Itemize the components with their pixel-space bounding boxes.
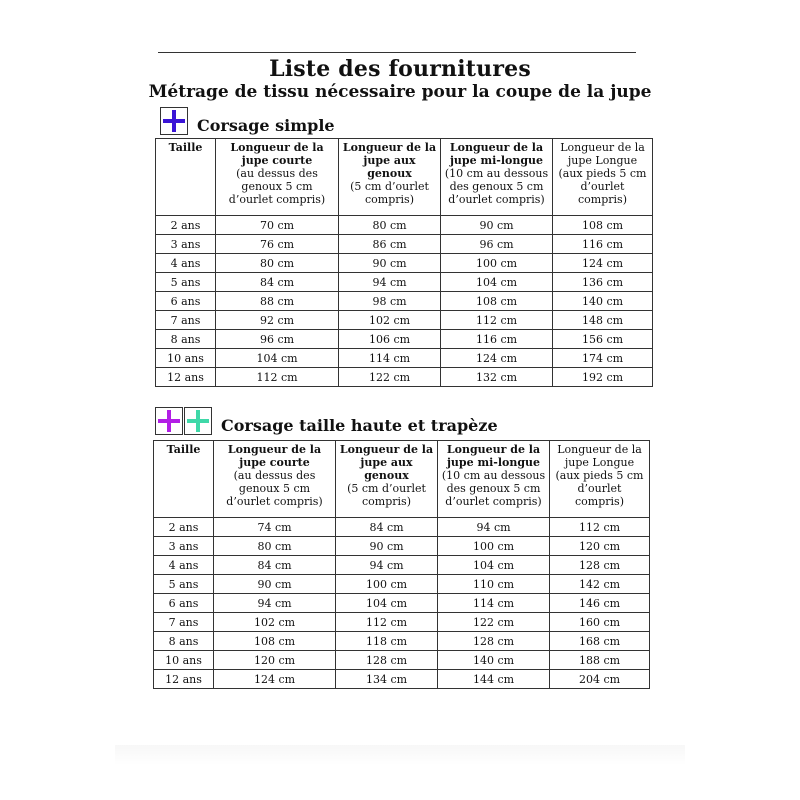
length-cell: 76 cm xyxy=(216,235,339,254)
length-cell: 92 cm xyxy=(216,311,339,330)
length-cell: 104 cm xyxy=(336,594,438,613)
length-cell: 144 cm xyxy=(438,670,550,689)
table-row xyxy=(154,651,650,670)
length-cell: 102 cm xyxy=(339,311,441,330)
plus-green-icon xyxy=(184,407,212,435)
length-cell: 80 cm xyxy=(216,254,339,273)
table-corsage-simple xyxy=(155,138,653,387)
table-row xyxy=(156,330,653,349)
column-header-longue: Longueur de la jupe Longue (aux pieds 5 cm d’ourlet compris) xyxy=(550,441,650,518)
size-cell: 4 ans xyxy=(156,254,216,273)
column-header-courte: Longueur de la jupe courte (au dessus des genoux 5 cm d’ourlet compris) xyxy=(214,441,336,518)
table-row xyxy=(154,518,650,537)
length-cell: 70 cm xyxy=(216,216,339,235)
length-cell: 94 cm xyxy=(336,556,438,575)
length-cell: 174 cm xyxy=(553,349,653,368)
length-cell: 128 cm xyxy=(336,651,438,670)
length-cell: 146 cm xyxy=(550,594,650,613)
table-corsage-taille-haute xyxy=(153,440,650,689)
length-cell: 112 cm xyxy=(336,613,438,632)
column-header-genoux: Longueur de la jupe aux genoux (5 cm d’ourlet compris) xyxy=(336,441,438,518)
size-cell: 5 ans xyxy=(154,575,214,594)
length-cell: 96 cm xyxy=(216,330,339,349)
length-cell: 84 cm xyxy=(336,518,438,537)
length-cell: 88 cm xyxy=(216,292,339,311)
length-cell: 192 cm xyxy=(553,368,653,387)
column-header-longue: Longueur de la jupe Longue (aux pieds 5 cm d’ourlet compris) xyxy=(553,139,653,216)
size-cell: 3 ans xyxy=(156,235,216,254)
length-cell: 156 cm xyxy=(553,330,653,349)
length-cell: 96 cm xyxy=(441,235,553,254)
column-header-genoux: Longueur de la jupe aux genoux (5 cm d’ourlet compris) xyxy=(339,139,441,216)
column-header-mi-longue: Longueur de la jupe mi-longue (10 cm au dessous des genoux 5 cm d’ourlet compris) xyxy=(438,441,550,518)
length-cell: 128 cm xyxy=(438,632,550,651)
length-cell: 114 cm xyxy=(339,349,441,368)
page-title: Liste des fournitures xyxy=(269,56,531,82)
length-cell: 110 cm xyxy=(438,575,550,594)
length-cell: 128 cm xyxy=(550,556,650,575)
column-header-taille: Taille xyxy=(154,441,214,518)
section-2-heading xyxy=(155,407,498,435)
length-cell: 140 cm xyxy=(553,292,653,311)
length-cell: 204 cm xyxy=(550,670,650,689)
length-cell: 112 cm xyxy=(216,368,339,387)
length-cell: 108 cm xyxy=(553,216,653,235)
length-cell: 140 cm xyxy=(438,651,550,670)
length-cell: 94 cm xyxy=(214,594,336,613)
table-row xyxy=(156,311,653,330)
length-cell: 108 cm xyxy=(214,632,336,651)
section-1-label: Corsage simple xyxy=(197,116,335,135)
size-cell: 6 ans xyxy=(154,594,214,613)
length-cell: 124 cm xyxy=(214,670,336,689)
table-row xyxy=(154,575,650,594)
top-rule xyxy=(158,52,636,53)
size-cell: 3 ans xyxy=(154,537,214,556)
length-cell: 112 cm xyxy=(550,518,650,537)
table-row xyxy=(156,292,653,311)
size-cell: 10 ans xyxy=(156,349,216,368)
table-row xyxy=(154,594,650,613)
size-cell: 8 ans xyxy=(154,632,214,651)
plus-blue-icon xyxy=(160,107,188,135)
length-cell: 90 cm xyxy=(336,537,438,556)
column-header-courte: Longueur de la jupe courte (au dessus des genoux 5 cm d’ourlet compris) xyxy=(216,139,339,216)
length-cell: 132 cm xyxy=(441,368,553,387)
length-cell: 80 cm xyxy=(214,537,336,556)
size-cell: 8 ans xyxy=(156,330,216,349)
table-row xyxy=(156,235,653,254)
length-cell: 116 cm xyxy=(553,235,653,254)
length-cell: 118 cm xyxy=(336,632,438,651)
size-cell: 12 ans xyxy=(156,368,216,387)
table-row xyxy=(154,632,650,651)
length-cell: 188 cm xyxy=(550,651,650,670)
column-header-taille: Taille xyxy=(156,139,216,216)
length-cell: 136 cm xyxy=(553,273,653,292)
table-row xyxy=(154,670,650,689)
column-header-mi-longue: Longueur de la jupe mi-longue (10 cm au dessous des genoux 5 cm d’ourlet compris) xyxy=(441,139,553,216)
length-cell: 74 cm xyxy=(214,518,336,537)
size-cell: 2 ans xyxy=(154,518,214,537)
length-cell: 116 cm xyxy=(441,330,553,349)
length-cell: 98 cm xyxy=(339,292,441,311)
length-cell: 94 cm xyxy=(339,273,441,292)
length-cell: 100 cm xyxy=(438,537,550,556)
length-cell: 168 cm xyxy=(550,632,650,651)
length-cell: 86 cm xyxy=(339,235,441,254)
size-cell: 5 ans xyxy=(156,273,216,292)
length-cell: 148 cm xyxy=(553,311,653,330)
length-cell: 104 cm xyxy=(438,556,550,575)
size-cell: 4 ans xyxy=(154,556,214,575)
page-subtitle: Métrage de tissu nécessaire pour la coupe de la jupe xyxy=(148,82,652,102)
length-cell: 104 cm xyxy=(216,349,339,368)
length-cell: 124 cm xyxy=(441,349,553,368)
table-row xyxy=(154,537,650,556)
length-cell: 142 cm xyxy=(550,575,650,594)
table-row xyxy=(156,368,653,387)
length-cell: 106 cm xyxy=(339,330,441,349)
length-cell: 102 cm xyxy=(214,613,336,632)
table-row xyxy=(156,254,653,273)
table-row xyxy=(156,349,653,368)
length-cell: 90 cm xyxy=(441,216,553,235)
length-cell: 124 cm xyxy=(553,254,653,273)
plus-purple-icon xyxy=(155,407,183,435)
length-cell: 104 cm xyxy=(441,273,553,292)
length-cell: 84 cm xyxy=(214,556,336,575)
table-row xyxy=(156,273,653,292)
table-row xyxy=(156,216,653,235)
length-cell: 108 cm xyxy=(441,292,553,311)
length-cell: 122 cm xyxy=(438,613,550,632)
length-cell: 80 cm xyxy=(339,216,441,235)
length-cell: 84 cm xyxy=(216,273,339,292)
length-cell: 112 cm xyxy=(441,311,553,330)
length-cell: 100 cm xyxy=(336,575,438,594)
length-cell: 90 cm xyxy=(214,575,336,594)
size-cell: 6 ans xyxy=(156,292,216,311)
length-cell: 160 cm xyxy=(550,613,650,632)
length-cell: 100 cm xyxy=(441,254,553,273)
page-bottom-shadow xyxy=(115,745,685,765)
length-cell: 114 cm xyxy=(438,594,550,613)
length-cell: 122 cm xyxy=(339,368,441,387)
size-cell: 12 ans xyxy=(154,670,214,689)
length-cell: 94 cm xyxy=(438,518,550,537)
table-row xyxy=(154,613,650,632)
length-cell: 134 cm xyxy=(336,670,438,689)
length-cell: 90 cm xyxy=(339,254,441,273)
table-row xyxy=(154,556,650,575)
size-cell: 2 ans xyxy=(156,216,216,235)
length-cell: 120 cm xyxy=(550,537,650,556)
section-1-heading xyxy=(160,107,335,135)
size-cell: 7 ans xyxy=(156,311,216,330)
size-cell: 10 ans xyxy=(154,651,214,670)
length-cell: 120 cm xyxy=(214,651,336,670)
size-cell: 7 ans xyxy=(154,613,214,632)
section-2-label: Corsage taille haute et trapèze xyxy=(221,416,498,435)
